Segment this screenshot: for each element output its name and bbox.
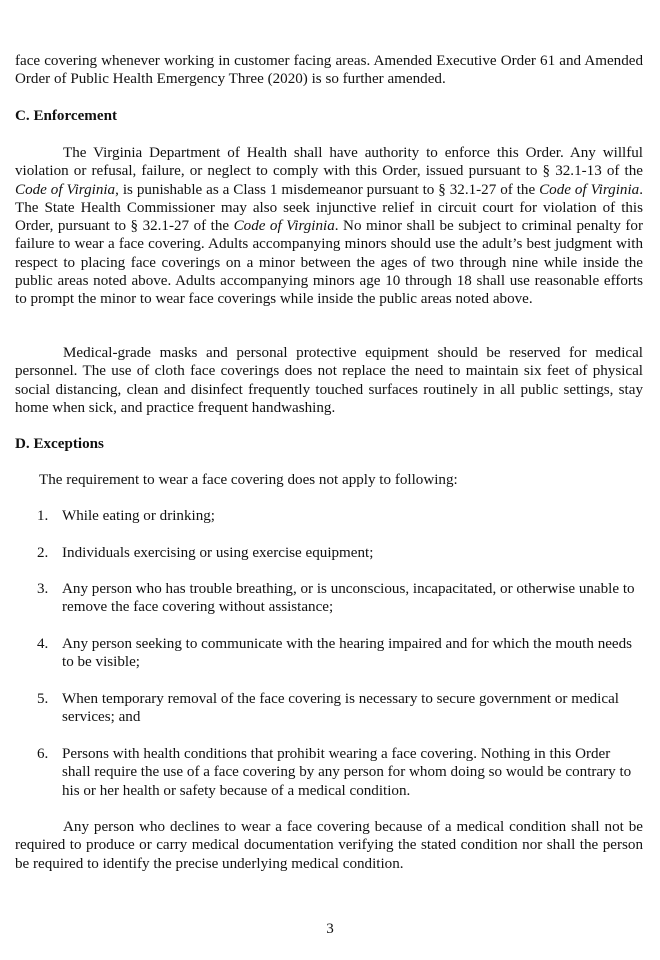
medical-condition-paragraph: Any person who declines to wear a face covering because of a medical condition shall not be required to produce or carry medical documentation verifying the stated condition nor shall the person be required to identify the precise underlying medical condition.: [15, 819, 643, 872]
list-number: 4.: [37, 636, 49, 652]
list-text: When temporary removal of the face covering is necessary to secure government or medical services; and: [62, 691, 619, 726]
enforcement-text-1: The Virginia Department of Health shall have authority to enforce this Order. Any willful violation or refusal, failure, or neglect to comply with this Order, issued pursuant to § 32.1-13 of the: [15, 145, 643, 180]
code-of-virginia-ref-3: Code of Virginia: [233, 218, 335, 235]
list-text: Persons with health conditions that prohibit wearing a face covering. Nothing in this Order shall require the use of a face covering by any person for whom doing so would be contrary to his or her health or safety because of a medical condition.: [62, 746, 632, 799]
list-number: 1.: [37, 508, 49, 524]
exceptions-intro: The requirement to wear a face covering does not apply to following:: [39, 472, 458, 488]
page-number: 3: [326, 921, 334, 937]
code-of-virginia-ref-2: Code of Virginia: [539, 181, 640, 198]
section-d-heading: D. Exceptions: [15, 436, 104, 452]
enforcement-text-4: . No minor shall be subject to criminal penalty for failure to wear a face covering. Adults accompanying minors should use the adult’s best judgment with respect to placing face coverings on a minor between the ages of two through nine while inside the public areas noted above. Adults accompanying minors age 10 through 18 shall use reasonable efforts to prompt the minor to wear face coverings while inside the public areas noted above.: [15, 218, 643, 308]
list-number: 2.: [37, 545, 49, 561]
list-number: 3.: [37, 581, 49, 597]
list-text: Any person seeking to communicate with the hearing impaired and for which the mouth needs to be visible;: [62, 636, 633, 671]
medical-grade-masks-paragraph: Medical-grade masks and personal protective equipment should be reserved for medical personnel. The use of cloth face coverings does not replace the need to maintain six feet of physical social distancing, clean and disinfect frequently touched surfaces routinely in all public settings, stay home when sick, and practice frequent handwashing.: [15, 345, 643, 416]
continuation-paragraph: face covering whenever working in customer facing areas. Amended Executive Order 61 and Amended Order of Public Health Emergency Three (2020) is so further amended.: [15, 53, 643, 88]
list-number: 5.: [37, 691, 49, 707]
enforcement-paragraph: [15, 144, 643, 309]
enforcement-text-3: . The State Health Commissioner may also seek injunctive relief in circuit court for violation of this Order, pursuant to § 32.1-27 of the: [15, 181, 643, 235]
list-text: Individuals exercising or using exercise equipment;: [62, 545, 374, 561]
list-text: Any person who has trouble breathing, or is unconscious, incapacitated, or otherwise unable to remove the face covering without assistance;: [62, 581, 635, 616]
list-number: 6.: [37, 746, 49, 762]
section-c-heading: C. Enforcement: [15, 108, 118, 124]
code-of-virginia-ref-1: Code of Virginia: [15, 181, 116, 198]
enforcement-text-2: , is punishable as a Class 1 misdemeanor pursuant to § 32.1-27 of the: [115, 181, 540, 198]
list-text: While eating or drinking;: [62, 508, 215, 524]
